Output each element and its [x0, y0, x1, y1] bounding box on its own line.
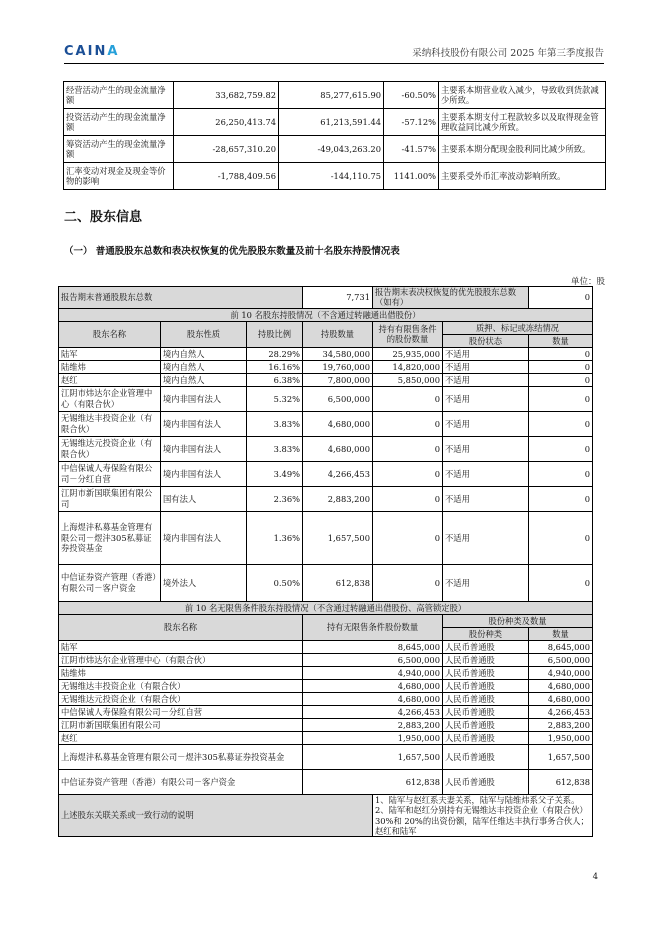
shareholder-qty: 612,838: [303, 564, 373, 601]
table-row: [59, 411, 593, 436]
table-row: [59, 653, 593, 666]
unres-qty: 8,645,000: [303, 640, 443, 653]
cashflow-change: -57.12%: [384, 109, 439, 136]
unrestricted-title: 前 10 名无限售条件股东持股情况（不含通过转融通出借股份、高管锁定股）: [59, 601, 593, 614]
unres-type-qty: 2,883,200: [529, 718, 593, 731]
table-row: [59, 564, 593, 601]
pledge-status: 不适用: [443, 360, 529, 373]
table-row: [64, 82, 606, 109]
pledge-qty: 0: [529, 461, 593, 486]
cashflow-current: -28,657,310.20: [174, 136, 279, 163]
unres-name: 中信保诚人寿保险有限公司－分红自营: [59, 705, 303, 718]
table-row: [59, 679, 593, 692]
unrestricted-header-row-1: [59, 614, 593, 627]
unres-qty: 4,680,000: [303, 692, 443, 705]
header-pledge-group: 质押、标记或冻结情况: [443, 321, 593, 334]
unres-type: 人民币普通股: [443, 731, 529, 744]
cashflow-item: 汇率变动对现金及现金等价物的影响: [64, 163, 174, 190]
pledge-status: 不适用: [443, 347, 529, 360]
shareholder-ratio: 28.29%: [247, 347, 303, 360]
unres-qty: 4,680,000: [303, 679, 443, 692]
shareholder-ratio: 3.49%: [247, 461, 303, 486]
unres-header-name: 股东名称: [59, 614, 303, 640]
header-restricted: 持有有限售条件的股份数量: [373, 321, 443, 347]
cashflow-change: 1141.00%: [384, 163, 439, 190]
unres-type-qty: 1,950,000: [529, 731, 593, 744]
shareholder-name: 江阴市新国联集团有限公司: [59, 486, 161, 511]
table-row: [59, 436, 593, 461]
header-ratio: 持股比例: [247, 321, 303, 347]
pledge-qty: 0: [529, 564, 593, 601]
shareholder-qty: 6,500,000: [303, 386, 373, 411]
shareholder-table: [58, 286, 593, 837]
relation-row: [59, 794, 593, 837]
cashflow-current: 26,250,413.74: [174, 109, 279, 136]
unres-name: 陆维炜: [59, 666, 303, 679]
pledge-status: 不适用: [443, 486, 529, 511]
table-row: [59, 360, 593, 373]
table-row: [59, 386, 593, 411]
shareholder-name: 无锡维达丰投资企业（有限合伙）: [59, 411, 161, 436]
unres-type-qty: 4,680,000: [529, 692, 593, 705]
summary-pref-value: 0: [529, 287, 593, 309]
shareholder-qty: 4,266,453: [303, 461, 373, 486]
section-title-shareholders: 二、股东信息: [64, 210, 143, 225]
unres-type-qty: 8,645,000: [529, 640, 593, 653]
unres-type: 人民币普通股: [443, 679, 529, 692]
table-row: [64, 163, 606, 190]
pledge-status: 不适用: [443, 564, 529, 601]
unres-type: 人民币普通股: [443, 705, 529, 718]
page-number: 4: [592, 872, 598, 882]
header-name: 股东名称: [59, 321, 161, 347]
pledge-qty: 0: [529, 386, 593, 411]
relation-text-1: 1、陆军与赵红系夫妻关系，陆军与陆维炜系父子关系。: [375, 794, 580, 805]
unres-qty: 612,838: [303, 769, 443, 794]
shareholder-restricted: 14,820,000: [373, 360, 443, 373]
shareholder-qty: 4,680,000: [303, 411, 373, 436]
shareholder-restricted: 0: [373, 411, 443, 436]
unres-type-qty: 4,940,000: [529, 666, 593, 679]
summary-common-label: 报告期末普通股股东总数: [59, 287, 303, 309]
header-pledge-qty: 数量: [529, 334, 593, 347]
unres-type: 人民币普通股: [443, 692, 529, 705]
unres-header-type-qty: 数量: [529, 627, 593, 640]
shareholder-restricted: 0: [373, 461, 443, 486]
shareholder-qty: 4,680,000: [303, 436, 373, 461]
pledge-qty: 0: [529, 347, 593, 360]
table-row: [59, 486, 593, 511]
shareholder-nature: 境内非国有法人: [161, 411, 247, 436]
shareholder-name: 江阴市炜达尔企业管理中心（有限合伙）: [59, 386, 161, 411]
table-row: [59, 461, 593, 486]
summary-pref-label: 报告期末表决权恢复的优先股股东总数（如有）: [373, 287, 529, 309]
shareholder-qty: 1,657,500: [303, 511, 373, 564]
company-logo: CAINA: [64, 44, 120, 59]
shareholder-nature: 境内非国有法人: [161, 436, 247, 461]
shareholder-ratio: 3.83%: [247, 436, 303, 461]
unres-type-qty: 4,680,000: [529, 679, 593, 692]
unres-qty: 4,940,000: [303, 666, 443, 679]
subsection-title: （一） 普通股股东总数和表决权恢复的优先股股东数量及前十名股东持股情况表: [64, 246, 400, 257]
shareholder-nature: 境外法人: [161, 564, 247, 601]
shareholder-ratio: 5.32%: [247, 386, 303, 411]
unres-type: 人民币普通股: [443, 744, 529, 769]
cashflow-change: -60.50%: [384, 82, 439, 109]
shareholder-qty: 7,800,000: [303, 373, 373, 386]
table-row: [59, 511, 593, 564]
unrestricted-title-row: [59, 601, 593, 614]
shareholder-restricted: 0: [373, 386, 443, 411]
summary-common-value: 7,731: [303, 287, 373, 309]
shareholder-ratio: 1.36%: [247, 511, 303, 564]
unres-type: 人民币普通股: [443, 640, 529, 653]
cashflow-change: -41.57%: [384, 136, 439, 163]
pledge-qty: 0: [529, 436, 593, 461]
table-row: [64, 109, 606, 136]
shareholder-ratio: 0.50%: [247, 564, 303, 601]
shareholder-qty: 34,580,000: [303, 347, 373, 360]
shareholder-nature: 境内自然人: [161, 360, 247, 373]
unres-qty: 2,883,200: [303, 718, 443, 731]
shareholder-nature: 国有法人: [161, 486, 247, 511]
pledge-status: 不适用: [443, 511, 529, 564]
header-pledge-status: 股份状态: [443, 334, 529, 347]
shareholder-ratio: 3.83%: [247, 411, 303, 436]
report-title: 采纳科技股份有限公司 2025 年第三季度报告: [412, 48, 604, 59]
unres-type: 人民币普通股: [443, 769, 529, 794]
shareholder-restricted: 5,850,000: [373, 373, 443, 386]
pledge-status: 不适用: [443, 436, 529, 461]
header-qty: 持股数量: [303, 321, 373, 347]
pledge-status: 不适用: [443, 411, 529, 436]
shareholder-restricted: 0: [373, 564, 443, 601]
shareholder-name: 中信保诚人寿保险有限公司－分红自营: [59, 461, 161, 486]
unres-qty: 6,500,000: [303, 653, 443, 666]
shareholder-nature: 境内自然人: [161, 347, 247, 360]
cashflow-prior: 61,213,591.44: [279, 109, 384, 136]
unres-name: 陆军: [59, 640, 303, 653]
unres-type-qty: 4,266,453: [529, 705, 593, 718]
shareholder-restricted: 0: [373, 436, 443, 461]
unit-label: 单位：股: [570, 277, 605, 287]
unres-type: 人民币普通股: [443, 718, 529, 731]
summary-row: [59, 287, 593, 309]
shareholder-restricted: 25,935,000: [373, 347, 443, 360]
cashflow-current: -1,788,409.56: [174, 163, 279, 190]
table-row: [59, 769, 593, 794]
shareholder-qty: 2,883,200: [303, 486, 373, 511]
shareholder-name: 陆维炜: [59, 360, 161, 373]
unres-header-qty: 持有无限售条件股份数量: [303, 614, 443, 640]
table-row: [64, 136, 606, 163]
table-row: [59, 373, 593, 386]
relation-label: 上述股东关联关系或一致行动的说明: [59, 794, 373, 837]
shareholder-name: 中信证券资产管理（香港）有限公司－客户资金: [59, 564, 161, 601]
pledge-qty: 0: [529, 373, 593, 386]
cashflow-reason: 主要系受外币汇率波动影响所致。: [439, 163, 606, 190]
pledge-status: 不适用: [443, 386, 529, 411]
shareholder-ratio: 2.36%: [247, 486, 303, 511]
unres-type-qty: 6,500,000: [529, 653, 593, 666]
top10-title: 前 10 名股东持股情况（不含通过转融通出借股份）: [59, 308, 593, 321]
shareholder-ratio: 16.16%: [247, 360, 303, 373]
shareholder-nature: 境内非国有法人: [161, 511, 247, 564]
table-row: [59, 692, 593, 705]
unres-name: 江阴市炜达尔企业管理中心（有限合伙）: [59, 653, 303, 666]
cashflow-prior: -144,110.75: [279, 163, 384, 190]
cashflow-item: 筹资活动产生的现金流量净额: [64, 136, 174, 163]
unres-header-type-group: 股份种类及数量: [443, 614, 593, 627]
pledge-status: 不适用: [443, 373, 529, 386]
shareholder-name: 陆军: [59, 347, 161, 360]
cashflow-item: 投资活动产生的现金流量净额: [64, 109, 174, 136]
table-row: [59, 744, 593, 769]
relation-text: [373, 794, 593, 837]
shareholder-restricted: 0: [373, 486, 443, 511]
pledge-status: 不适用: [443, 461, 529, 486]
pledge-qty: 0: [529, 360, 593, 373]
top10-header-row-1: [59, 321, 593, 334]
cashflow-reason: 主要系本期营业收入减少，导致收到货款减少所致。: [439, 82, 606, 109]
unres-type-qty: 612,838: [529, 769, 593, 794]
shareholder-nature: 境内自然人: [161, 373, 247, 386]
table-row: [59, 731, 593, 744]
cashflow-reason: 主要系本期分配现金股利同比减少所致。: [439, 136, 606, 163]
pledge-qty: 0: [529, 486, 593, 511]
shareholder-nature: 境内非国有法人: [161, 386, 247, 411]
shareholder-name: 赵红: [59, 373, 161, 386]
table-row: [59, 705, 593, 718]
unres-name: 上海煜沣私募基金管理有限公司－煜沣305私募证券投资基金: [59, 744, 303, 769]
unres-qty: 4,266,453: [303, 705, 443, 718]
table-row: [59, 718, 593, 731]
cashflow-reason: 主要系本期支付工程款较多以及取得现金管理收益同比减少所致。: [439, 109, 606, 136]
cashflow-prior: 85,277,615.90: [279, 82, 384, 109]
shareholder-restricted: 0: [373, 511, 443, 564]
unres-name: 无锡维达元投资企业（有限合伙）: [59, 692, 303, 705]
shareholder-name: 无锡维达元投资企业（有限合伙）: [59, 436, 161, 461]
top10-title-row: [59, 308, 593, 321]
pledge-qty: 0: [529, 511, 593, 564]
header-divider: [64, 63, 604, 64]
table-row: [59, 666, 593, 679]
unres-name: 中信证券资产管理（香港）有限公司－客户资金: [59, 769, 303, 794]
unres-header-type: 股份种类: [443, 627, 529, 640]
table-row: [59, 640, 593, 653]
shareholder-name: 上海煜沣私募基金管理有限公司－煜沣305私募证券投资基金: [59, 511, 161, 564]
cashflow-item: 经营活动产生的现金流量净额: [64, 82, 174, 109]
unres-name: 江阴市新国联集团有限公司: [59, 718, 303, 731]
unres-type: 人民币普通股: [443, 666, 529, 679]
cashflow-prior: -49,043,263.20: [279, 136, 384, 163]
shareholder-ratio: 6.38%: [247, 373, 303, 386]
unres-name: 无锡维达丰投资企业（有限合伙）: [59, 679, 303, 692]
shareholder-nature: 境内非国有法人: [161, 461, 247, 486]
unres-type: 人民币普通股: [443, 653, 529, 666]
cashflow-current: 33,682,759.82: [174, 82, 279, 109]
shareholder-qty: 19,760,000: [303, 360, 373, 373]
cashflow-change-table: [63, 81, 606, 190]
unres-qty: 1,657,500: [303, 744, 443, 769]
relation-text-2: 2、陆军和赵红分别持有无锡维达丰投资企业（有限合伙）30%和 20%的出资份额，陆军任维达丰执行事务合伙人；赵红和陆军: [375, 805, 589, 837]
table-row: [59, 347, 593, 360]
unres-qty: 1,950,000: [303, 731, 443, 744]
header-nature: 股东性质: [161, 321, 247, 347]
unres-name: 赵红: [59, 731, 303, 744]
pledge-qty: 0: [529, 411, 593, 436]
unres-type-qty: 1,657,500: [529, 744, 593, 769]
